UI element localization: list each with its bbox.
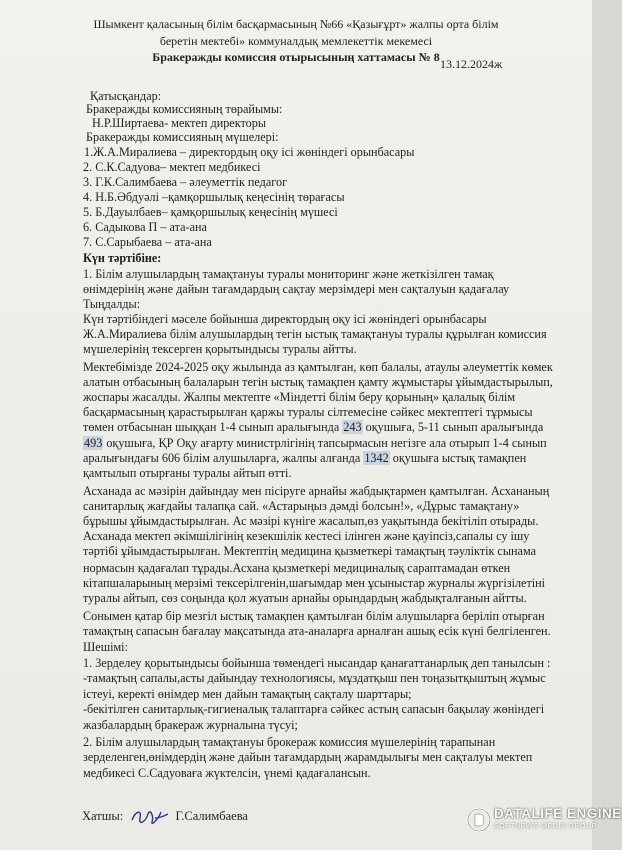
body-line: Сонымен қатар бір мезгіл ыстық тамақпен қамтылған білім алушыларға беріліп отырған: [83, 609, 545, 623]
body-line: Тыңдалды:: [83, 297, 141, 311]
body-line: 5. Б.Дауылбаев– қамқоршылық кеңесінің мүшесі: [83, 205, 338, 219]
body-line: нормасын қадағалап тұрады.Асхана қызметкері медициналық сараптамадан өткен: [83, 561, 511, 575]
header-org-line2: беретін мектебі» коммуналдық мемлекеттік мекемесі: [159, 34, 433, 48]
body-line: басқармасының қарастырылған қаржы туралы сілтемесіне сәйкес мектептегі тұрмысы: [83, 405, 533, 419]
body-line: Күн тәртібіндегі мәселе бойынша директордың оқу ісі жөніндегі орынбасары: [83, 312, 487, 326]
body-line: тәртібі ұйымдастырылған. Мектептің медицина қызметкері тамақтың тәуліктік сынама: [83, 544, 536, 558]
body-line: аралығындағы 606 білім алушыларға, жалпы алғанда 1342 оқушыға ыстық тамақпен: [83, 451, 527, 465]
body-line: Күн тәртібіне:: [83, 251, 162, 265]
secretary-label: Хатшы:: [82, 808, 124, 823]
body-line: 2. С.К.Садуова– мектеп медбикесі: [83, 160, 261, 174]
body-line: 6. Садыкова П – ата-ана: [83, 220, 207, 234]
body-line: қамтылып отырғаны туралы айтып өтті.: [83, 466, 292, 480]
body-line: Асханада мектеп әкімшілігінің кезекшілік кестесі ілінген және қауіпсіз,сапалы су ішу: [83, 529, 530, 543]
body-line: 1.Ж.А.Миралиева – директордың оқу ісі жөніндегі орынбасары: [84, 145, 415, 159]
body-line: Бракеражды комиссияның мүшелері:: [86, 130, 279, 144]
body-line: істеуі, керекті өнімдер мен дайын тамақтың сақталу шарттары;: [83, 687, 412, 701]
body-line: Бракеражды комиссияның төрайымы:: [86, 102, 283, 116]
body-line: санитарлық жағдайы талапқа сай. «Астарыңыз дәмді болсын!», «Дұрыс тамақтану»: [83, 499, 520, 513]
body-line: 3. Г.К.Салимбаева – әлеуметтік педагог: [83, 175, 288, 189]
body-line: Ж.А.Миралиева білім алушылардың тегін ыстық тамақтануы туралы құрылған комиссия: [83, 327, 547, 341]
signature-icon: [128, 806, 170, 828]
body-line: Асханада ас мәзірін дайындау мен пісіруге арнайы жабдықтармен қамтылған. Асхананың: [83, 484, 550, 498]
body-line: өнімдерінің және дайын тағамдардың сақтау мерзімдері мен сақталуын қадағалау: [83, 282, 510, 296]
body-line: бұрышы ұйымдастырылған. Ас мәзірі күніге жасалып,өз уақытында бекітіліп отырады.: [83, 514, 539, 528]
body-line: Шешімі:: [83, 640, 128, 654]
body-line: 4. Н.Б.Әбдуәлі –қамқоршылық кеңесінің төрағасы: [83, 190, 345, 204]
watermark: [464, 806, 622, 836]
body-line: туралы айтып, сөз соңында қол жуатын арнайы орындардың жабдықталғанын айтты.: [83, 591, 527, 605]
body-line: 1. Білім алушылардың тамақтануы туралы мониторинг және жеткізілген тамақ: [83, 267, 494, 281]
body-line: 1. Зерделеу қорытындысы бойынша төмендегі нысандар қанағаттанарлық деп танылсын :: [83, 656, 551, 670]
body-line: 7. С.Сарыбаева – ата-ана: [83, 235, 212, 249]
body-line: -тамақтың сапалы,асты дайындау технологиясы, мұздатқыш пен тоңазытқыштың жұмыс: [83, 671, 546, 685]
secretary-name: Г.Салимбаева: [175, 808, 248, 823]
body-line: зерделенген,өнімдердің және дайын тағамдардың жарамдылығы мен сақталуы мектеп: [83, 750, 533, 764]
secretary-line: [82, 806, 248, 828]
body-line: төмен отбасынан шыққан 1-4 сынып аралығында 243 оқушыға, 5-11 сынып аралығында: [83, 420, 544, 434]
body-line: тамақтың сапасын бағалау мақсатында ата-аналарға арналған ашық есік күні белгіленген.: [83, 624, 551, 638]
body-line: алатын отбасының балаларын тегін ыстық тамақпен қамту жұмыстары ұйымдастырылып,: [83, 375, 553, 389]
document-date: 13.12.2024ж: [440, 57, 503, 71]
datalife-logo-icon: [466, 807, 492, 833]
watermark-subtitle: SOFTNEWS MEDIA GROUP: [494, 823, 598, 830]
watermark-brand: DATALIFE ENGINE: [494, 806, 622, 821]
body-line: жоспары жасалды. Жалпы мектепте «Міндетті білім беру қорының» қалалық білім: [83, 390, 516, 404]
body-line: 493 оқушыға, ҚР Оқу ағарту министрлігінің тапсырмасын негізге ала отырып 1-4 сынып: [84, 436, 547, 450]
body-line: -бекітілген санитарлық-гигиеналық талаптарға сәйкес астың сапасын бақылау жөніндегі: [83, 702, 545, 716]
body-line: Қатысқандар:: [90, 89, 162, 103]
body-line: Н.Р.Ширтаева- мектеп директоры: [92, 116, 267, 130]
body-line: Мектебімізде 2024-2025 оқу жылында аз қамтылған, көп балалы, атаулы әлеуметтік көмек: [83, 360, 553, 374]
body-line: мүшелерінің тексерген қорытындысы туралы айтты.: [83, 342, 357, 356]
body-line: медбикесі С.Садуоваға жүктелсін, үнемі қадағалансын.: [83, 766, 371, 780]
body-line: 2. Білім алушылардың тамақтануы брокераж комиссия мүшелерінің тарапынан: [83, 735, 496, 749]
body-line: кітапшаларының мерзімі тексерілгенін,шағымдар мен ұсыныстар журналы жүргізілетіні: [83, 576, 546, 590]
document-title: Бракеражды комиссия отырысының хаттамасы № 8: [152, 50, 440, 64]
header-org-line1: Шымкент қаласының білім басқармасының №66 «Қазығұрт» жалпы орта білім: [93, 17, 499, 31]
body-line: жазбалардың бракераж журналына түсуі;: [83, 718, 298, 732]
